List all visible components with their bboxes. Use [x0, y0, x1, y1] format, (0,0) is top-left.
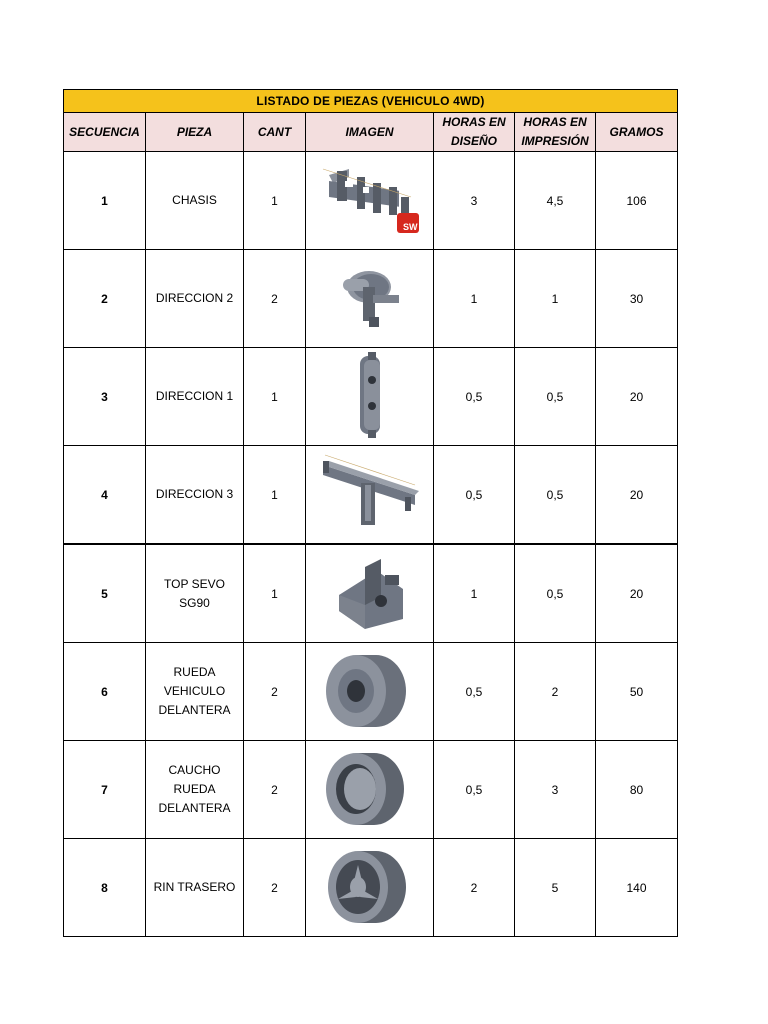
cell-pieza — [146, 250, 244, 348]
cell-imagen — [306, 839, 434, 937]
cell-cant: 1 — [244, 446, 306, 545]
cell-pieza — [146, 446, 244, 545]
cell-pieza-line: DIRECCION 3 — [155, 487, 234, 501]
cell-horas-impresion: 4,5 — [515, 152, 596, 250]
cell-gramos: 140 — [596, 839, 678, 937]
col-header-pieza: PIEZA — [146, 113, 244, 152]
cell-pieza-line: DELANTERA — [158, 703, 231, 717]
cell-pieza-line: RUEDA — [173, 782, 216, 796]
cell-gramos: 106 — [596, 152, 678, 250]
table-row — [64, 152, 678, 250]
col-header-cant: CANT — [244, 113, 306, 152]
steering-link-part-icon — [340, 350, 400, 440]
chassis-part-icon — [315, 157, 425, 241]
cell-imagen — [306, 250, 434, 348]
cell-horas-impresion: 5 — [515, 839, 596, 937]
cell-imagen — [306, 544, 434, 643]
cell-gramos: 80 — [596, 741, 678, 839]
cell-cant: 2 — [244, 250, 306, 348]
cell-secuencia: 1 — [64, 152, 146, 250]
cell-secuencia: 7 — [64, 741, 146, 839]
cell-pieza-line: DELANTERA — [158, 801, 231, 815]
cell-cant: 2 — [244, 643, 306, 741]
cell-horas-diseno: 3 — [434, 152, 515, 250]
front-wheel-part-icon — [320, 645, 420, 735]
cell-pieza-line: DIRECCION 1 — [155, 389, 234, 403]
tire-part-icon — [320, 743, 420, 833]
rear-rim-part-icon — [320, 841, 420, 931]
table-row — [64, 348, 678, 446]
col-header-secuencia: SECUENCIA — [64, 113, 146, 152]
cell-imagen — [306, 446, 434, 545]
col-header-horas-diseno-line1: HORAS EN — [442, 115, 506, 129]
parts-table — [63, 89, 678, 937]
cell-pieza — [146, 544, 244, 643]
steering-spindle-part-icon — [325, 257, 415, 337]
table-row — [64, 643, 678, 741]
cell-gramos: 30 — [596, 250, 678, 348]
col-header-horas-impresion-line1: HORAS EN — [523, 115, 587, 129]
cell-secuencia: 4 — [64, 446, 146, 545]
cell-cant: 2 — [244, 741, 306, 839]
cell-pieza — [146, 839, 244, 937]
col-header-horas-impresion-line2: IMPRESIÓN — [521, 134, 589, 148]
table-row — [64, 839, 678, 937]
col-header-imagen: IMAGEN — [306, 113, 434, 152]
cell-gramos: 20 — [596, 446, 678, 545]
cell-gramos: 20 — [596, 544, 678, 643]
cell-horas-diseno: 0,5 — [434, 446, 515, 545]
cell-horas-impresion: 0,5 — [515, 348, 596, 446]
table-row — [64, 741, 678, 839]
cell-horas-diseno: 0,5 — [434, 348, 515, 446]
cell-horas-diseno: 2 — [434, 839, 515, 937]
cell-secuencia: 2 — [64, 250, 146, 348]
cell-cant: 2 — [244, 839, 306, 937]
col-header-horas-diseno-line2: DISEÑO — [450, 134, 497, 148]
cell-horas-impresion: 2 — [515, 643, 596, 741]
table-row — [64, 446, 678, 545]
col-header-horas-diseno — [434, 113, 515, 152]
cell-secuencia: 3 — [64, 348, 146, 446]
cell-gramos: 50 — [596, 643, 678, 741]
cell-secuencia: 5 — [64, 544, 146, 643]
table-row — [64, 250, 678, 348]
cell-imagen — [306, 348, 434, 446]
cell-cant: 1 — [244, 152, 306, 250]
cell-secuencia: 8 — [64, 839, 146, 937]
cell-horas-diseno: 1 — [434, 544, 515, 643]
cell-horas-impresion: 3 — [515, 741, 596, 839]
cell-pieza-line: VEHICULO — [163, 684, 226, 698]
solidworks-badge: SW — [403, 222, 418, 232]
cell-horas-impresion: 1 — [515, 250, 596, 348]
cell-pieza — [146, 348, 244, 446]
cell-cant: 1 — [244, 348, 306, 446]
table-row — [64, 544, 678, 643]
cell-pieza-line: DIRECCION 2 — [155, 291, 234, 305]
cell-imagen — [306, 741, 434, 839]
col-header-gramos: GRAMOS — [596, 113, 678, 152]
cell-horas-diseno: 1 — [434, 250, 515, 348]
cell-horas-impresion: 0,5 — [515, 544, 596, 643]
cell-pieza-line: TOP SEVO SG90 — [164, 576, 225, 610]
cell-pieza-line: RIN TRASERO — [153, 880, 236, 894]
cell-gramos: 20 — [596, 348, 678, 446]
col-header-horas-impresion — [515, 113, 596, 152]
cell-horas-diseno: 0,5 — [434, 741, 515, 839]
cell-pieza-line: RUEDA — [173, 665, 216, 679]
cell-pieza-line: CHASIS — [172, 193, 217, 207]
cell-pieza-line: CAUCHO — [168, 763, 221, 777]
cell-pieza — [146, 152, 244, 250]
table-title: LISTADO DE PIEZAS (VEHICULO 4WD) — [64, 90, 678, 113]
cell-pieza — [146, 643, 244, 741]
steering-tbar-part-icon — [315, 451, 425, 535]
cell-secuencia: 6 — [64, 643, 146, 741]
cell-horas-impresion: 0,5 — [515, 446, 596, 545]
cell-imagen — [306, 152, 434, 250]
cell-imagen — [306, 643, 434, 741]
cell-pieza — [146, 741, 244, 839]
servo-mount-part-icon — [325, 549, 415, 635]
cell-horas-diseno: 0,5 — [434, 643, 515, 741]
cell-cant: 1 — [244, 544, 306, 643]
